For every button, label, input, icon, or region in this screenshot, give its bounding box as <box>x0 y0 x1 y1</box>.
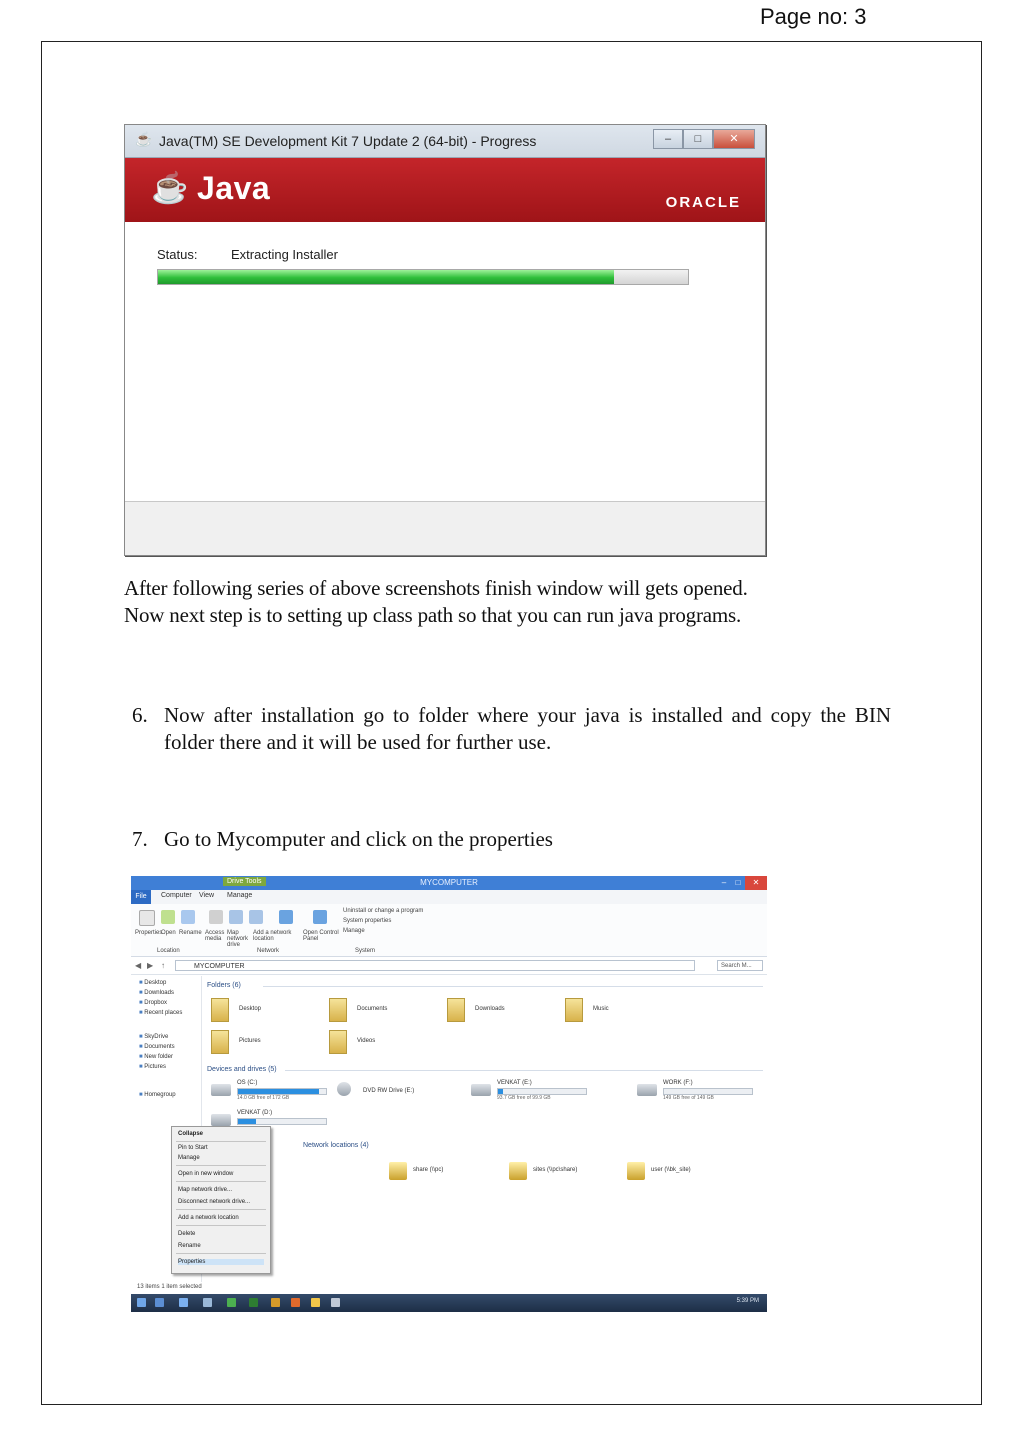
folder-icon <box>447 998 465 1022</box>
nav-item-pictures[interactable]: ■ Pictures <box>139 1064 166 1070</box>
folder-icon <box>329 998 347 1022</box>
menu-item-properties[interactable]: Properties <box>178 1259 264 1265</box>
folder-label: Desktop <box>239 1006 262 1012</box>
folders-header[interactable]: Folders (6) <box>207 982 241 989</box>
installer-titlebar <box>125 125 765 158</box>
content-pane <box>203 976 767 1294</box>
taskbar-app-icon[interactable] <box>155 1298 164 1307</box>
ribbon-label-control-panel[interactable]: Open Control Panel <box>303 930 339 942</box>
drive-usage-bar <box>237 1118 327 1125</box>
forward-arrow-icon[interactable]: ▶ <box>147 961 154 970</box>
drive-icon <box>211 1114 231 1126</box>
installer-app-icon: ☕ <box>135 133 153 148</box>
network-label: sites (\\pc\share) <box>533 1167 578 1173</box>
maximize-button[interactable]: □ <box>683 129 713 149</box>
explorer-window-controls <box>717 876 767 890</box>
drive-label: VENKAT (D:) <box>237 1110 273 1116</box>
explorer-maximize-icon[interactable]: □ <box>735 878 741 887</box>
drive-free-space: 149 GB free of 149 GB <box>663 1095 714 1101</box>
drives-header[interactable]: Devices and drives (5) <box>207 1066 277 1073</box>
properties-icon[interactable] <box>139 910 155 926</box>
ribbon-label-manage[interactable]: Manage <box>343 928 365 934</box>
menu-item-add-network-location[interactable]: Add a network location <box>178 1215 239 1221</box>
java-installer-screenshot <box>124 124 766 556</box>
taskbar-app-icon[interactable] <box>331 1298 340 1307</box>
java-banner <box>125 158 765 222</box>
drive-icon <box>471 1084 491 1096</box>
taskbar-app-icon[interactable] <box>203 1298 212 1307</box>
address-bar[interactable]: MYCOMPUTER <box>175 960 695 971</box>
step-6-text: Now after installation go to folder where your java is installed and copy the BIN folder there and it will be used for further use. <box>164 703 891 754</box>
network-label: user (\\bk_site) <box>651 1167 691 1173</box>
ribbon-group-system: System <box>355 948 376 954</box>
network-header[interactable]: Network locations (4) <box>303 1142 369 1149</box>
java-cup-icon: ☕ <box>151 172 189 205</box>
status-items-count: 13 items 1 item selected <box>137 1284 202 1290</box>
paragraph-line-1: After following series of above screenshots finish window will gets opened. <box>124 576 748 600</box>
ribbon-label-system-properties[interactable]: System properties <box>343 918 392 924</box>
status-label: Status: <box>157 247 198 262</box>
step-7-number: 7. <box>132 827 148 851</box>
folder-icon <box>211 998 229 1022</box>
folder-label: Pictures <box>239 1038 261 1044</box>
map-drive-icon[interactable] <box>229 910 243 924</box>
nav-item-dropbox[interactable]: ■ Dropbox <box>139 1000 167 1006</box>
drive-icon <box>211 1084 231 1096</box>
back-arrow-icon[interactable]: ◀ <box>135 961 142 970</box>
tab-computer[interactable]: Computer <box>161 892 192 899</box>
folder-pictures[interactable] <box>211 1030 321 1058</box>
ribbon-tabs <box>131 890 767 905</box>
menu-separator <box>176 1225 266 1226</box>
explorer-titlebar <box>131 876 767 890</box>
open-icon[interactable] <box>161 910 175 924</box>
drive-label: WORK (F:) <box>663 1080 693 1086</box>
ribbon-label-properties[interactable]: Properties <box>135 930 163 936</box>
oracle-logo-text: ORACLE <box>665 194 741 211</box>
explorer-screenshot <box>131 876 767 1312</box>
up-arrow-icon[interactable]: ↑ <box>161 961 165 970</box>
menu-item-manage[interactable]: Manage <box>178 1155 200 1161</box>
drive-c[interactable] <box>211 1080 331 1104</box>
step-7-text: Go to Mycomputer and click on the properties <box>164 827 553 851</box>
network-location-3[interactable] <box>627 1162 737 1186</box>
tab-view[interactable]: View <box>199 892 215 899</box>
folder-desktop[interactable] <box>211 998 321 1026</box>
menu-item-disconnect-network-drive[interactable]: Disconnect network drive... <box>178 1199 251 1205</box>
close-button[interactable]: ✕ <box>713 129 755 149</box>
rename-icon[interactable] <box>181 910 195 924</box>
explorer-status-bar <box>131 1282 767 1294</box>
drive-usage-bar <box>497 1088 587 1095</box>
explorer-close-icon[interactable]: ✕ <box>745 876 767 890</box>
nav-item-homegroup[interactable]: ■ Homegroup <box>139 1092 176 1098</box>
folder-videos[interactable] <box>329 1030 439 1058</box>
tab-manage[interactable]: Manage <box>227 892 253 899</box>
installer-footer <box>125 501 765 556</box>
drive-work[interactable] <box>637 1080 757 1104</box>
drive-label: VENKAT (E:) <box>497 1080 532 1086</box>
taskbar-app-icon[interactable] <box>249 1298 258 1307</box>
menu-item-rename[interactable]: Rename <box>178 1243 201 1249</box>
drives-rule <box>285 1070 763 1071</box>
menu-separator <box>176 1253 266 1254</box>
taskbar-app-icon[interactable] <box>227 1298 236 1307</box>
folder-music[interactable] <box>565 998 675 1026</box>
taskbar-explorer-icon[interactable] <box>179 1298 188 1307</box>
java-logo-text: Java <box>197 170 271 206</box>
taskbar-clock[interactable]: 5:39 PM <box>736 1298 759 1304</box>
drive-usage-bar <box>663 1088 753 1095</box>
step-7 <box>132 826 892 854</box>
ribbon-group-network: Network <box>257 948 280 954</box>
menu-item-pin-to-start[interactable]: Pin to Start <box>178 1145 208 1151</box>
drive-icon <box>637 1084 657 1096</box>
folder-documents[interactable] <box>329 998 439 1026</box>
ribbon-group-location: Location <box>157 948 180 954</box>
drive-venkat-e[interactable] <box>471 1080 591 1104</box>
ribbon-label-uninstall[interactable]: Uninstall or change a program <box>343 908 424 914</box>
paragraph-line-2: Now next step is to setting up class path so that you can run java programs. <box>124 603 742 627</box>
folder-label: Downloads <box>475 1006 505 1012</box>
ribbon-label-open[interactable]: Open <box>161 930 176 936</box>
tab-file[interactable]: File <box>131 890 151 904</box>
drive-free-space: 93.7 GB free of 99.9 GB <box>497 1095 551 1101</box>
installer-title: Java(TM) SE Development Kit 7 Update 2 (64-bit) - Progress <box>159 133 537 149</box>
control-panel-icon[interactable] <box>313 910 327 924</box>
taskbar-app-icon[interactable] <box>311 1298 320 1307</box>
step-6 <box>132 702 892 758</box>
access-media-icon[interactable] <box>209 910 223 924</box>
start-icon[interactable] <box>137 1298 146 1307</box>
nav-item-skydrive[interactable]: ■ SkyDrive <box>139 1034 168 1040</box>
network-location-1[interactable] <box>389 1162 499 1186</box>
drive-usage-bar <box>237 1088 327 1095</box>
nav-item-new-folder[interactable]: ■ New folder <box>139 1054 173 1060</box>
network-location-2[interactable] <box>509 1162 619 1186</box>
folder-label: Music <box>593 1006 609 1012</box>
drive-usage-fill <box>238 1089 319 1094</box>
network-folder-icon <box>389 1162 407 1180</box>
folder-icon <box>211 1030 229 1054</box>
drive-free-space: 14.0 GB free of 172 GB <box>237 1095 290 1101</box>
drive-dvd[interactable] <box>337 1080 457 1104</box>
search-input[interactable]: Search M... <box>717 960 763 971</box>
nav-item-desktop[interactable]: ■ Desktop <box>139 980 166 986</box>
context-menu <box>171 1126 271 1274</box>
menu-separator <box>176 1165 266 1166</box>
menu-item-open-new-window[interactable]: Open in new window <box>178 1171 234 1177</box>
drive-label: OS (C:) <box>237 1080 258 1086</box>
address-bar-row <box>131 958 767 975</box>
explorer-title: MYCOMPUTER <box>420 878 478 887</box>
taskbar-app-icon[interactable] <box>271 1298 280 1307</box>
network-label: share (\\pc) <box>413 1167 444 1173</box>
explorer-minimize-icon[interactable]: – <box>721 878 727 887</box>
nav-item-recent[interactable]: ■ Recent places <box>139 1010 182 1016</box>
page-number: Page no: 3 <box>760 4 867 29</box>
folder-icon <box>329 1030 347 1054</box>
taskbar <box>131 1294 767 1312</box>
window-controls <box>653 129 755 149</box>
network-folder-icon <box>509 1162 527 1180</box>
drive-label: DVD RW Drive (E:) <box>363 1088 415 1094</box>
ribbon-label-rename[interactable]: Rename <box>179 930 202 936</box>
ribbon-label-access-media[interactable]: Access media <box>205 930 225 942</box>
ribbon-label-map-drive[interactable]: Map network drive <box>227 930 249 948</box>
folder-downloads[interactable] <box>447 998 557 1026</box>
ribbon <box>131 904 767 957</box>
folders-rule <box>263 986 763 987</box>
minimize-button[interactable]: – <box>653 129 683 149</box>
menu-item-map-network-drive[interactable]: Map network drive... <box>178 1187 233 1193</box>
folder-label: Videos <box>357 1038 376 1044</box>
drive-tools-tab[interactable]: Drive Tools <box>223 877 266 886</box>
folder-icon <box>565 998 583 1022</box>
menu-separator <box>176 1141 266 1142</box>
menu-item-delete[interactable]: Delete <box>178 1231 196 1237</box>
dvd-icon <box>337 1082 351 1096</box>
taskbar-app-icon[interactable] <box>291 1298 300 1307</box>
drive-usage-fill <box>238 1119 256 1124</box>
ribbon-label-network-location[interactable]: Add a network location <box>253 930 292 942</box>
status-value: Extracting Installer <box>231 247 338 262</box>
network-location-icon[interactable] <box>249 910 263 924</box>
drive-usage-fill <box>498 1089 503 1094</box>
network-folder-icon <box>627 1162 645 1180</box>
nav-item-documents[interactable]: ■ Documents <box>139 1044 175 1050</box>
step-6-number: 6. <box>132 703 148 727</box>
install-progress-fill <box>158 270 614 284</box>
menu-item-collapse[interactable]: Collapse <box>178 1131 204 1137</box>
menu-separator <box>176 1209 266 1210</box>
folder-label: Documents <box>357 1006 388 1012</box>
nav-item-downloads[interactable]: ■ Downloads <box>139 990 174 996</box>
open-control-panel-icon[interactable] <box>279 910 293 924</box>
menu-separator <box>176 1181 266 1182</box>
install-progress-bar <box>157 269 689 285</box>
